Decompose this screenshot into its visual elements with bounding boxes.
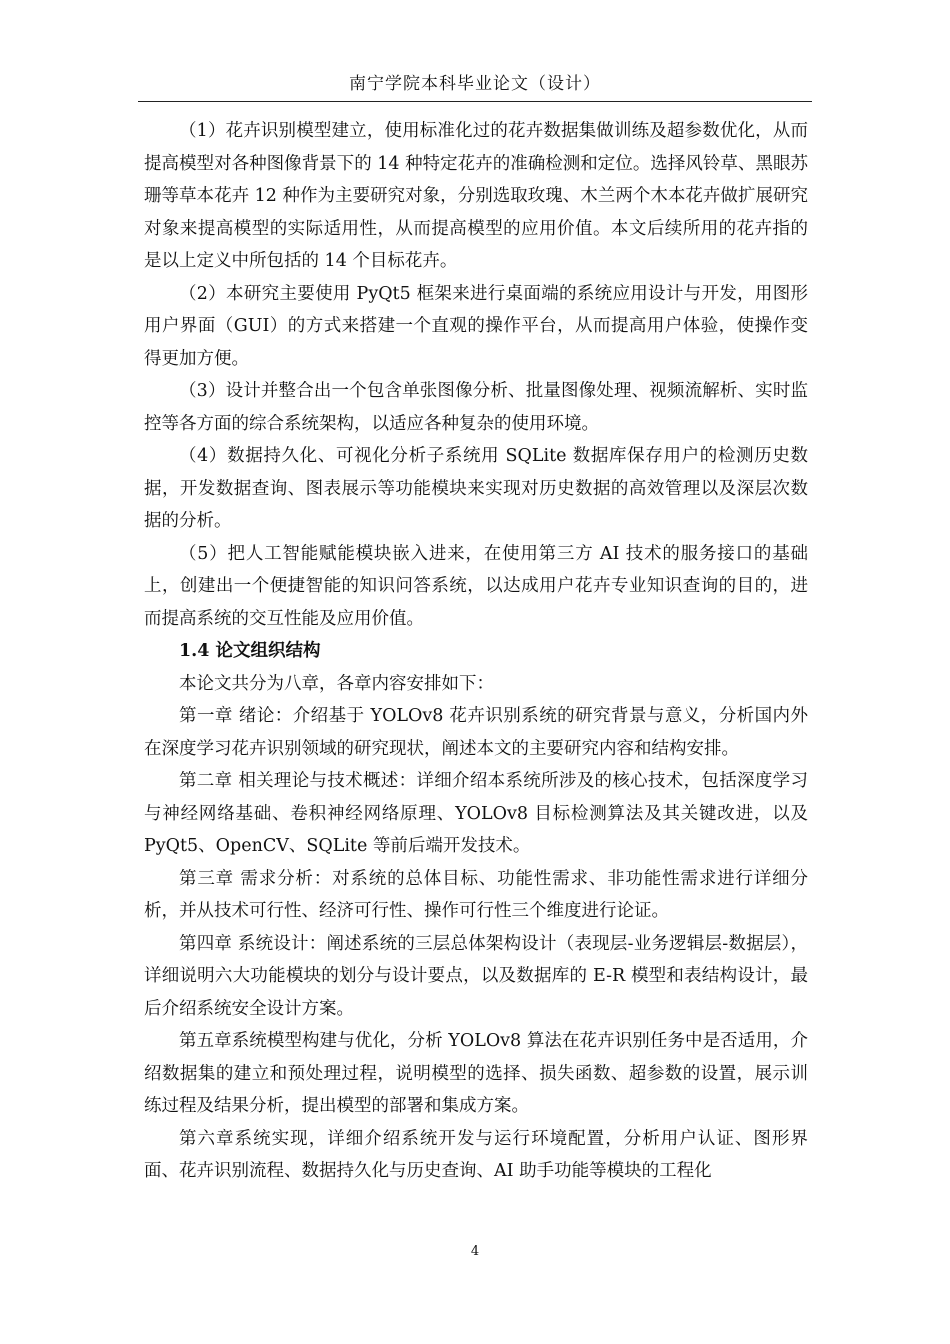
section-heading: 1.4 论文组织结构 (179, 641, 321, 661)
paragraph-chapter-6: 第六章系统实现，详细介绍系统开发与运行环境配置，分析用户认证、图形界面、花卉识别流程、数据持久化与历史查询、AI 助手功能等模块的工程化 (144, 1128, 808, 1181)
paragraph-intro: 本论文共分为八章，各章内容安排如下： (179, 673, 494, 694)
paragraph-chapter-3: 第三章 需求分析：对系统的总体目标、功能性需求、非功能性需求进行详细分析，并从技术可行性、经济可行性、操作可行性三个维度进行论证。 (144, 868, 808, 921)
paragraph-chapter-4: 第四章 系统设计：阐述系统的三层总体架构设计（表现层-业务逻辑层-数据层），详细说明六大功能模块的划分与设计要点，以及数据库的 E-R 模型和表结构设计，最后介绍系统安全设计方案。 (144, 933, 808, 1019)
paragraph-chapter-5: 第五章系统模型构建与优化，分析 YOLOv8 算法在花卉识别任务中是否适用，介绍数据集的建立和预处理过程，说明模型的选择、损失函数、超参数的设置，展示训练过程及结果分析，提出模型的部署和集成方案。 (144, 1031, 808, 1116)
paragraph-chapter-2: 第二章 相关理论与技术概述：详细介绍本系统所涉及的核心技术，包括深度学习与神经网络基础、卷积神经网络原理、YOLOv8 目标检测算法及其关键改进，以及 PyQt5、OpenCV、SQLite 等前后端开发技术。 (144, 771, 808, 856)
paragraph-chapter-1: 第一章 绪论：介绍基于 YOLOv8 花卉识别系统的研究背景与意义，分析国内外在深度学习花卉识别领域的研究现状，阐述本文的主要研究内容和结构安排。 (144, 706, 808, 759)
paragraph-content-2: （2）本研究主要使用 PyQt5 框架来进行桌面端的系统应用设计与开发，用图形用户界面（GUI）的方式来搭建一个直观的操作平台，从而提高用户体验，使操作变得更加方便。 (144, 283, 808, 369)
header-rule (138, 101, 812, 102)
paragraph-content-3: （3）设计并整合出一个包含单张图像分析、批量图像处理、视频流解析、实时监控等各方面的综合系统架构，以适应各种复杂的使用环境。 (144, 381, 808, 434)
paragraph-content-5: （5）把人工智能赋能模块嵌入进来，在使用第三方 AI 技术的服务接口的基础上，创建出一个便捷智能的知识问答系统，以达成用户花卉专业知识查询的目的，进而提高系统的交互性能及应用价值。 (144, 543, 808, 629)
paragraph-content-1: （1）花卉识别模型建立，使用标准化过的花卉数据集做训练及超参数优化，从而提高模型对各种图像背景下的 14 种特定花卉的准确检测和定位。选择风铃草、黑眼苏珊等草本花卉 12 种作为主要研究对象，分别选取玫瑰、木兰两个木本花卉做扩展研究对象来提高模型的实际适用性，从而提高模型的应用价值。本文后续所用的花卉指的是以上定义中所包括的 14 个目标花卉。 (144, 121, 808, 271)
running-header: 南宁学院本科毕业论文（设计） (349, 74, 601, 94)
page-number: 4 (470, 1244, 480, 1259)
body-text (144, 115, 808, 1188)
paragraph-content-4: （4）数据持久化、可视化分析子系统用 SQLite 数据库保存用户的检测历史数据，开发数据查询、图表展示等功能模块来实现对历史数据的高效管理以及深层次数据的分析。 (144, 446, 808, 531)
